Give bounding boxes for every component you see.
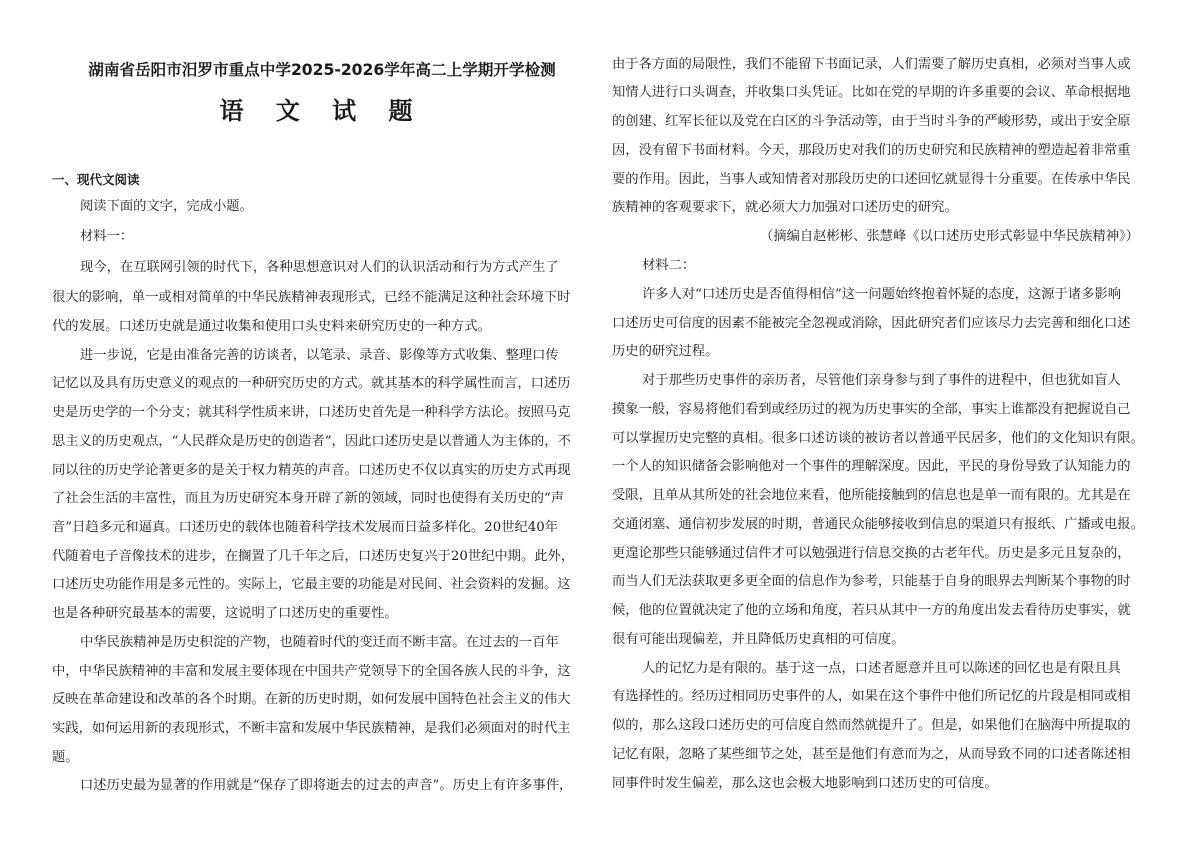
text-line: 人的记忆力是有限的。基于这一点，口述者愿意并且可以陈述的回忆也是有限且具 (642, 661, 1121, 676)
material-label: 材料二： (642, 258, 696, 273)
text-line: 历史的研究过程。 (612, 344, 719, 359)
text-line: 了社会生活的丰富性，而且为历史研究本身开辟了新的领域，同时也使得有关历史的“声 (52, 491, 565, 506)
text-line: 要的作用。因此，当事人或知情者对那段历史的口述回忆就显得十分重要。在传承中华民 (612, 172, 1131, 187)
text-line: 史是历史学的一个分支；就其科学性质来讲，口述历史首先是一种科学方法论。按照马克 (52, 405, 571, 420)
text-line: 同以往的历史学论著更多的是关于权力精英的声音。口述历史不仅以真实的历史方式再现 (52, 463, 571, 478)
text-line: 知情人进行口头调查，并收集口头凭证。比如在党的早期的许多重要的会议、革命根据地 (612, 85, 1131, 100)
text-line: 代的发展。口述历史就是通过收集和使用口头史料来研究历史的一种方式。 (52, 319, 491, 334)
text-line: 中华民族精神是历史积淀的产物，也随着时代的变迁而不断丰富。在过去的一百年 (80, 635, 559, 650)
text-line: 中，中华民族精神的丰富和发展主要体现在中国共产党领导下的全国各族人民的斗争，这 (52, 664, 571, 679)
source-citation: （摘编自赵彬彬、张慧峰《以口述历史形式彰显中华民族精神》） (760, 229, 1139, 244)
text-line: 实践，如何运用新的表现形式，不断丰富和发展中华民族精神，是我们必须面对的时代主 (52, 721, 571, 736)
text-line: 似的，那么这段口述历史的可信度自然而然就提升了。但是，如果他们在脑海中所提取的 (612, 718, 1131, 733)
text-line: 更遑论那些只能够通过信件才可以勉强进行信息交换的古老年代。历史是多元且复杂的， (612, 546, 1131, 561)
exam-title: 湖南省岳阳市汨罗市重点中学2025-2026学年高二上学期开学检测 (88, 61, 556, 79)
text-line: 而当人们无法获取更多更全面的信息作为参考，只能基于自身的眼界去判断某个事物的时 (612, 574, 1131, 589)
section-heading: 一、现代文阅读 (52, 172, 140, 187)
text-line: 同事件时发生偏差，那么这也会极大地影响到口述历史的可信度。 (612, 776, 998, 791)
text-line: 代随着电子音像技术的进步，在搁置了几千年之后，口述历史复兴于20世纪中期。此外， (52, 549, 575, 564)
text-line: 由于各方面的局限性，我们不能留下书面记录，人们需要了解历史真相，必须对当事人或 (612, 57, 1131, 72)
text-line: 反映在革命建设和改革的各个时期。在新的历史时期，如何发展中国特色社会主义的伟大 (52, 692, 571, 707)
text-line: 很有可能出现偏差，并且降低历史真相的可信度。 (612, 632, 905, 647)
text-line: 有选择性的。经历过相同历史事件的人，如果在这个事件中他们所记忆的片段是相同或相 (612, 689, 1131, 704)
text-line: 很大的影响，单一或相对简单的中华民族精神表现形式，已经不能满足这种社会环境下时 (52, 290, 571, 305)
text-line: 口述历史功能作用是多元性的。实际上，它最主要的功能是对民间、社会资料的发掘。这 (52, 577, 571, 592)
text-line: 的创建、红军长征以及党在白区的斗争活动等，由于当时斗争的严峻形势，或出于安全原 (612, 114, 1131, 129)
text-line: 阅读下面的文字，完成小题。 (80, 199, 253, 214)
text-line: 受限，且单从其所处的社会地位来看，他所能接触到的信息也是单一而有限的。尤其是在 (612, 488, 1131, 503)
text-line: 口述历史可信度的因素不能被完全忽视或消除，因此研究者们应该尽力去完善和细化口述 (612, 316, 1131, 331)
text-line: 交通闭塞、通信初步发展的时期，普通民众能够接收到信息的渠道只有报纸、广播或电报。 (612, 517, 1144, 532)
text-line: 许多人对“口述历史是否值得相信”这一问题始终抱着怀疑的态度，这源于诸多影响 (642, 287, 1121, 302)
text-line: 口述历史最为显著的作用就是“保存了即将逝去的过去的声音”。历史上有许多事件， (80, 778, 573, 793)
text-line: 进一步说，它是由准备完善的访谈者，以笔录、录音、影像等方式收集、整理口传 (80, 348, 559, 363)
text-line: 摸象一般，容易将他们看到或经历过的视为历史事实的全部，事实上谁都没有把握说自己 (612, 402, 1131, 417)
text-line: 记忆以及具有历史意义的观点的一种研究历史的方式。就其基本的科学属性而言，口述历 (52, 376, 571, 391)
text-line: 音”日趋多元和逼真。口述历史的载体也随着科学技术发展而日益多样化。20世纪40年 (52, 520, 559, 535)
text-line: 族精神的客观要求下，就必须大力加强对口述历史的研究。 (612, 200, 958, 215)
subject-title: 语 文 试 题 (219, 97, 425, 125)
text-line: 对于那些历史事件的亲历者，尽管他们亲身参与到了事件的进程中，但也犹如盲人 (642, 373, 1121, 388)
text-line: 候，他的位置就决定了他的立场和角度，若只从其中一方的角度出发去看待历史事实，就 (612, 603, 1131, 618)
text-line: 也是各种研究最基本的需要，这说明了口述历史的重要性。 (52, 606, 398, 621)
text-line: 题。 (52, 750, 79, 765)
text-line: 思主义的历史观点，“人民群众是历史的创造者”，因此口述历史是以普通人为主体的，不 (52, 434, 571, 449)
text-line: 一个人的知识储备会影响他对一个事件的理解深度。因此，平民的身份导致了认知能力的 (612, 459, 1131, 474)
text-line: 可以掌握历史完整的真相。很多口述访谈的被访者以普通平民居多，他们的文化知识有限。 (612, 431, 1144, 446)
material-label: 材料一： (80, 229, 134, 244)
text-line: 记忆有限，忽略了某些细节之处，甚至是他们有意而为之，从而导致不同的口述者陈述相 (612, 747, 1131, 762)
text-line: 现今，在互联网引领的时代下，各种思想意识对人们的认识活动和行为方式产生了 (80, 260, 559, 275)
text-line: 因，没有留下书面材料。今天，那段历史对我们的历史研究和民族精神的塑造起着非常重 (612, 143, 1131, 158)
